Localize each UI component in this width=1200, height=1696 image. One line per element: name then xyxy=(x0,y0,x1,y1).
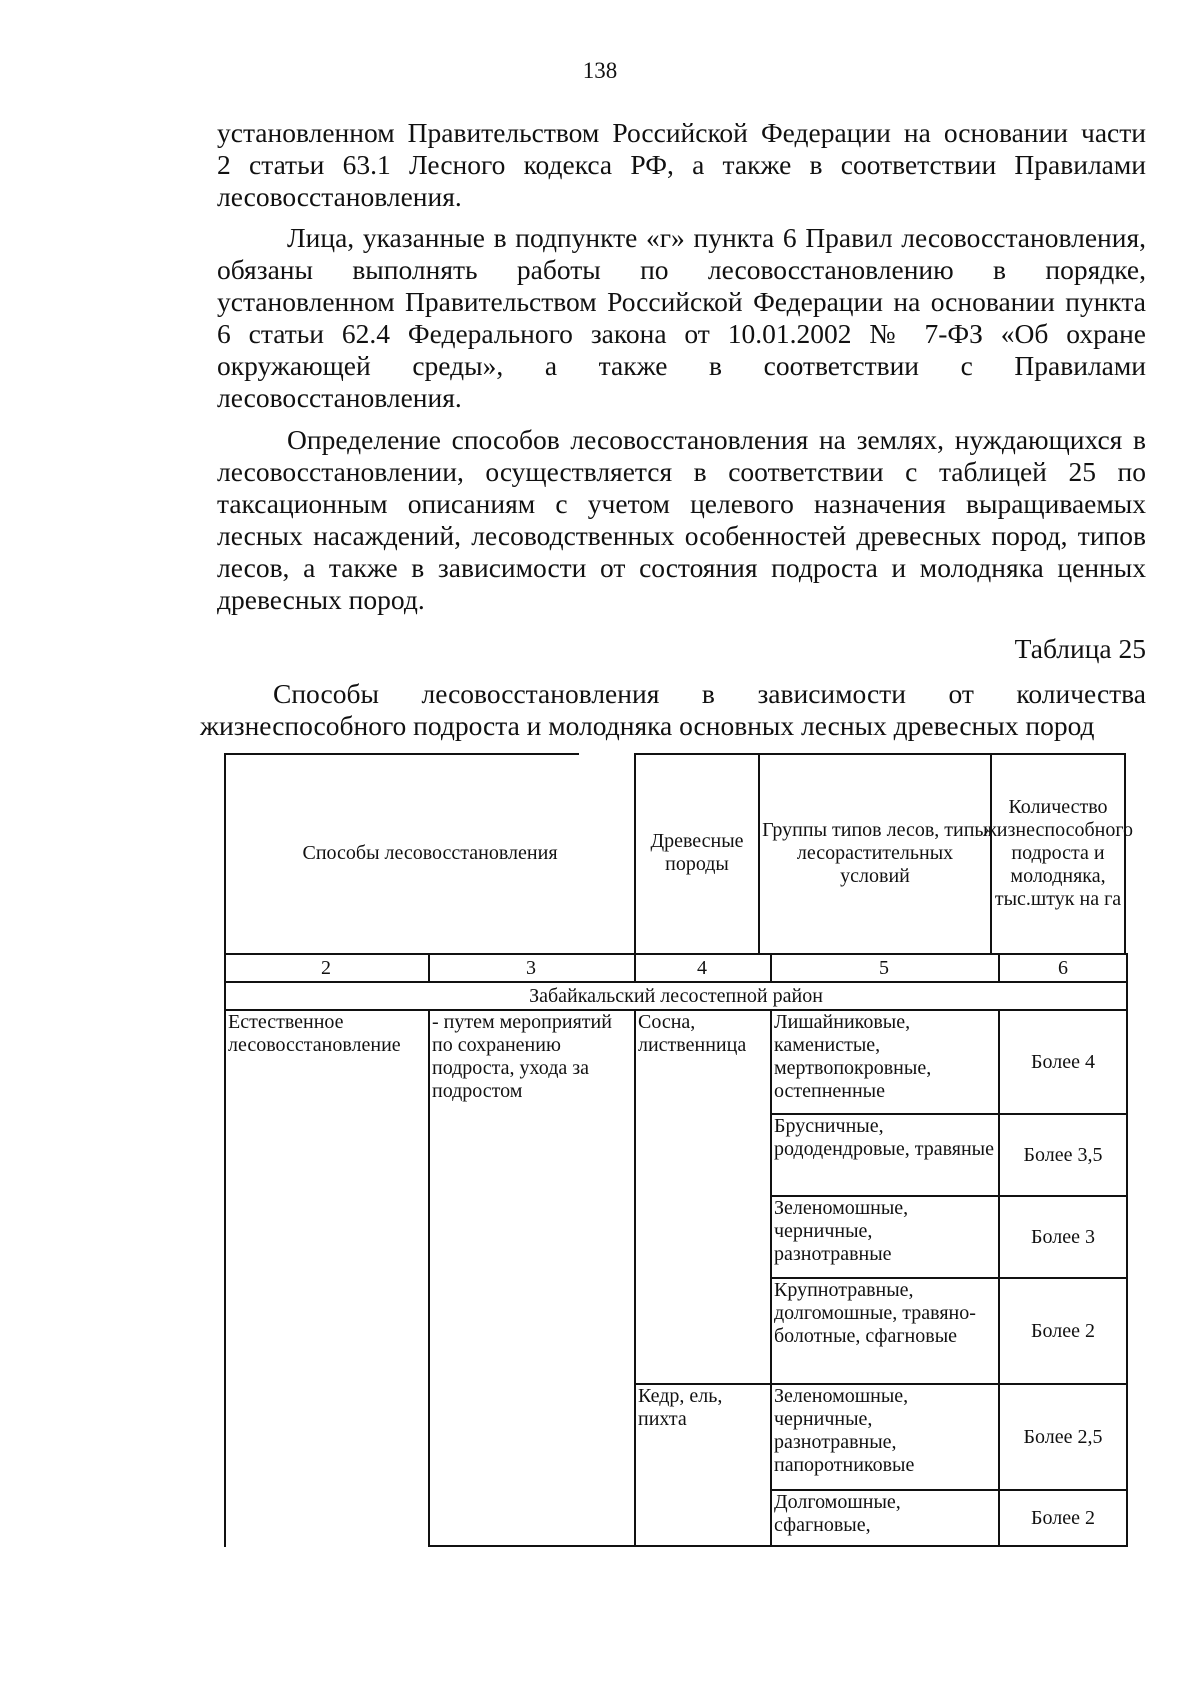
paragraph-2-line-4: 6 статьи 62.4 Федерального закона от 10.01.2002 № 7-ФЗ «Об охране xyxy=(217,318,1146,349)
page-number: 138 xyxy=(582,58,618,83)
table-left-border xyxy=(224,953,226,1547)
quantity-row-3: Более 3 xyxy=(1031,1225,1095,1248)
forest-types-row-5: Зеленомошные, черничные, разнотравные, папоротниковые xyxy=(774,1385,915,1476)
paragraph-3-line-2: лесовосстановлении, осуществляется в соответствии с таблицей 25 по xyxy=(217,456,1146,487)
col-4-5-divider xyxy=(770,1009,772,1547)
forest-types-row-6: Долгомошные, сфагновые, xyxy=(774,1491,901,1536)
col-4-5-divider-top xyxy=(770,953,772,981)
paragraph-2-line-1: Лица, указанные в подпункте «г» пункта 6 Правил лесовосстановления, xyxy=(287,222,1146,253)
table-caption-line-2: жизнеспособного подроста и молодняка основных лесных древесных пород xyxy=(200,710,1095,741)
paragraph-3-line-5: лесов, а также в зависимости от состояния подроста и молодняка ценных xyxy=(217,552,1146,583)
table-header xyxy=(224,753,1134,953)
paragraph-2-line-5: окружающей среды», а также в соответствии с Правилами xyxy=(217,350,1146,381)
paragraph-1-line-1: установленном Правительством Российской Федерации на основании части xyxy=(217,117,1146,148)
quantity-row-4: Более 2 xyxy=(1031,1319,1095,1342)
submethod-undergrowth-preservation: - путем мероприятий по сохранению подроста, ухода за подростом xyxy=(432,1011,612,1102)
region-row: Забайкальский лесостепной район xyxy=(529,984,823,1007)
header-species: Древесные породы xyxy=(634,753,758,953)
forest-types-row-3: Зеленомошные, черничные, разнотравные xyxy=(774,1197,909,1265)
paragraph-1-line-3: лесовосстановления. xyxy=(217,181,462,212)
paragraph-3-line-4: лесных насаждений, лесоводственных особенностей древесных пород, типов xyxy=(217,520,1146,551)
header-forest-types: Группы типов лесов, типы лесорастительных условий xyxy=(758,753,990,953)
col-2-3-divider-top xyxy=(428,953,430,981)
column-number-3: 3 xyxy=(526,956,536,979)
table-caption-line-1: Способы лесовосстановления в зависимости от количества xyxy=(273,678,1146,709)
table-bottom-border xyxy=(428,1545,1128,1547)
header-methods: Способы лесовосстановления xyxy=(224,753,634,953)
method-natural-regeneration: Естественное лесовосстановление xyxy=(228,1011,401,1056)
table-label: Таблица 25 xyxy=(1014,633,1146,664)
paragraph-3-line-1: Определение способов лесовосстановления на землях, нуждающихся в xyxy=(287,424,1146,455)
col-3-4-divider xyxy=(634,1009,636,1547)
paragraph-2-line-2: обязаны выполнять работы по лесовосстановлению в порядке, xyxy=(217,254,1146,285)
column-number-4: 4 xyxy=(697,956,707,979)
col-3-4-divider-top xyxy=(634,953,636,981)
col-2-3-divider xyxy=(428,1009,430,1547)
col-5-6-divider xyxy=(998,1009,1000,1547)
quantity-row-1: Более 4 xyxy=(1031,1050,1095,1073)
paragraph-2-line-3: установленном Правительством Российской Федерации на основании пункта xyxy=(217,286,1146,317)
header-quantity: Количество жизнеспособного подроста и молодняка, тыс.штук на га xyxy=(990,753,1126,953)
species-pine-larch: Сосна, лиственница xyxy=(638,1011,747,1056)
quantity-row-2: Более 3,5 xyxy=(1023,1143,1103,1166)
forest-types-row-2: Брусничные, рододендровые, травяные xyxy=(774,1115,994,1160)
paragraph-3-line-3: таксационным описаниям с учетом целевого назначения выращиваемых xyxy=(217,488,1146,519)
table-right-border xyxy=(1126,953,1128,1547)
forest-types-row-1: Лишайниковые, каменистые, мертвопокровные, остепненные xyxy=(774,1011,932,1102)
col-5-6-divider-top xyxy=(998,953,1000,981)
forest-types-row-4: Крупнотравные, долгомошные, травяно-болотные, сфагновые xyxy=(774,1279,976,1347)
column-number-2: 2 xyxy=(321,956,331,979)
paragraph-1-line-2: 2 статьи 63.1 Лесного кодекса РФ, а также в соответствии Правилами xyxy=(217,149,1146,180)
paragraph-3-line-6: древесных пород. xyxy=(217,584,425,615)
column-number-6: 6 xyxy=(1058,956,1068,979)
paragraph-2-line-6: лесовосстановления. xyxy=(217,382,462,413)
quantity-row-6: Более 2 xyxy=(1031,1506,1095,1529)
column-number-5: 5 xyxy=(879,956,889,979)
quantity-row-5: Более 2,5 xyxy=(1023,1425,1103,1448)
species-cedar-spruce-fir: Кедр, ель, пихта xyxy=(638,1385,723,1430)
